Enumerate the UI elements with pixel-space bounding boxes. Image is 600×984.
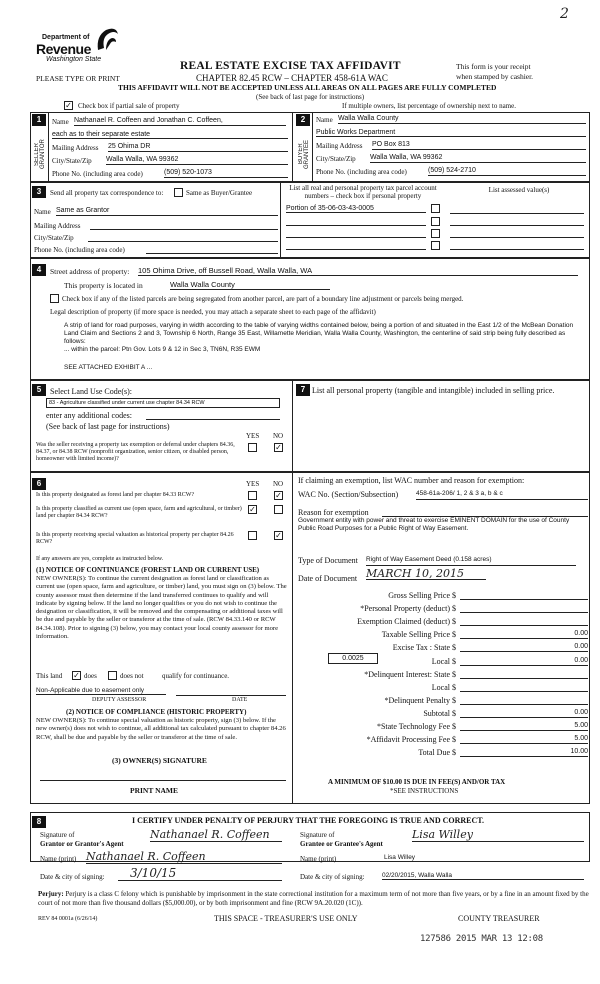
grantee-name-input[interactable]: Lisa Willey xyxy=(346,854,584,862)
fee-label: Taxable Selling Price xyxy=(381,630,450,640)
corr-phone-label: Phone No. (including area code) xyxy=(34,246,125,254)
additional-codes-input[interactable] xyxy=(146,419,280,420)
dollar-sign: $ xyxy=(452,604,456,614)
parcel-input-1[interactable]: Portion of 35-06-03-43-0005 xyxy=(286,205,426,213)
form-warning: THIS AFFIDAVIT WILL NOT BE ACCEPTED UNLESS ALL AREAS ON ALL PAGES ARE FULLY COMPLETED xyxy=(118,83,497,92)
receipt-note-1: This form is your receipt xyxy=(456,62,531,71)
located-county-input[interactable]: Walla Walla County xyxy=(170,280,330,290)
certify-statement: I CERTIFY UNDER PENALTY OF PERJURY THAT THE FOREGOING IS TRUE AND CORRECT. xyxy=(132,816,485,825)
doc-date-row xyxy=(298,567,588,584)
fee-label: Subtotal xyxy=(423,708,450,718)
corr-mailing-label: Mailing Address xyxy=(34,222,81,230)
corr-city-row xyxy=(34,234,278,242)
forest-no-checkbox[interactable]: ✓ xyxy=(275,491,282,500)
fee-label: Total Due xyxy=(418,748,450,758)
buyer-city-label: City/State/Zip xyxy=(316,155,356,163)
form-chapters: CHAPTER 82.45 RCW – CHAPTER 458-61A WAC xyxy=(196,73,388,83)
seller-name-input-2[interactable]: each as to their separate estate xyxy=(52,131,288,139)
exemption-claim-label: If claiming an exemption, list WAC number and reason for exemption: xyxy=(298,476,525,485)
buyer-city-input[interactable]: Walla Walla, WA 99362 xyxy=(370,154,586,163)
corr-mailing-input[interactable] xyxy=(90,229,278,230)
doc-type-label: Type of Document xyxy=(298,556,358,565)
located-label: This property is located in xyxy=(64,281,143,290)
fee-label: *Affidavit Processing Fee xyxy=(366,735,450,745)
dollar-sign: $ xyxy=(452,735,456,745)
corr-name-label: Name xyxy=(34,208,51,216)
treasurer-space-label: THIS SPACE - TREASURER'S USE ONLY xyxy=(214,914,358,923)
parcel-input-2[interactable] xyxy=(286,225,426,226)
fee-value-input[interactable]: 0.00 xyxy=(460,708,588,718)
local-rate-input[interactable]: 0.0025 xyxy=(328,653,378,664)
grantor-name-input[interactable]: Nathanael R. Coffeen xyxy=(86,850,282,864)
grantor-sig-label-2: Grantor or Grantor's Agent xyxy=(40,840,124,848)
fee-label: *Delinquent Interest: State xyxy=(364,669,450,679)
perjury-text: Perjury is a class C felony which is punishable by imprisonment in the state correctional institution for a maximum term of not more than five years, or by a fine in an amount fixed by the court of not more than five thousand dollars ($5,000.00), or by both imprisonment and fine (RCW 9A.20.020 (1C)). xyxy=(38,890,589,907)
fee-value-input[interactable] xyxy=(460,682,588,692)
logo-revenue: Revenue xyxy=(36,41,91,57)
minimum-fee-note: A MINIMUM OF $10.00 IS DUE IN FEE(S) AND/OR TAX xyxy=(328,778,506,786)
fee-value-input[interactable]: 0.00 xyxy=(460,656,588,666)
fee-label: Local xyxy=(431,656,450,666)
seller-phone-label: Phone No. (including area code) xyxy=(52,170,143,178)
sec5-yes-header: YES xyxy=(246,432,260,440)
does-label: does xyxy=(84,672,97,680)
fee-value-input[interactable] xyxy=(460,590,588,600)
grantee-name-label: Name (print) xyxy=(300,855,337,863)
does-not-label: does not xyxy=(120,672,144,680)
doc-date-input[interactable]: MARCH 10, 2015 xyxy=(366,569,486,580)
fee-label: *State Technology Fee xyxy=(376,722,450,731)
partial-sale-label: Check box if partial sale of property xyxy=(78,102,180,110)
parcel-1-personal-checkbox[interactable] xyxy=(431,204,440,213)
dollar-sign: $ xyxy=(452,669,456,679)
partial-sale-checkbox[interactable]: ✓ xyxy=(65,101,72,110)
buyer-mailing-input[interactable]: PO Box 813 xyxy=(372,141,586,150)
section-4-box xyxy=(30,258,590,380)
grantor-name-label: Name (print) xyxy=(40,855,77,863)
buyer-phone-input[interactable]: (509) 524-2710 xyxy=(428,167,586,176)
multiple-owners-note: If multiple owners, list percentage of ownership next to name. xyxy=(342,102,516,110)
reason-input[interactable]: Government entity with power and threat to exercise EMINENT DOMAIN for the use of County Public Road Purposes for a Public Right of Way Easement. xyxy=(298,517,570,532)
notice-compliance-title: (2) NOTICE OF COMPLIANCE (HISTORIC PROPERTY) xyxy=(66,708,247,716)
buyer-name-label: Name xyxy=(316,116,333,124)
grantee-sig-label-2: Grantee or Grantee's Agent xyxy=(300,840,383,848)
land-use-label: Select Land Use Code(s): xyxy=(50,387,132,396)
perjury-label: Perjury: xyxy=(38,890,64,898)
deputy-assessor-input[interactable]: Non-Applicable due to easement only xyxy=(36,687,166,695)
doc-type-row xyxy=(298,556,588,566)
fee-value-input[interactable] xyxy=(460,695,588,705)
seller-phone-row xyxy=(52,170,288,178)
notice-continuance-text: NEW OWNER(S): To continue the current designation as forest land or classification as current use (open space, farm and agriculture, or timber) land, you must sign on (3) below. The county assessor must then determine if the land transferred continues to qualify and will indicate by signing below. If the land no longer qualifies or you do not wish to continue the designation or classification, it will be removed and the compensating or additional taxes will be due and payable by the seller or transferor at the time of sale. (RCW 84.33.140 or RCW 84.34.108). Prior to signing (3) below, you may contact your local county assessor for more information. xyxy=(36,575,287,641)
grantor-signature-input[interactable]: Nathanael R. Coffeen xyxy=(150,828,282,842)
qualify-label: qualify for continuance. xyxy=(162,672,230,680)
grantee-sig-label-1: Signature of xyxy=(300,831,335,839)
form-number: REV 84 0001a (6/26/14) xyxy=(38,916,98,922)
fee-value-input[interactable]: 10.00 xyxy=(460,747,588,757)
send-correspondence-row xyxy=(50,189,253,197)
seller-city-input[interactable]: Walla Walla, WA 99362 xyxy=(106,156,288,165)
buyer-phone-label: Phone No. (including area code) xyxy=(316,168,407,176)
dollar-sign: $ xyxy=(452,748,456,758)
does-checkbox[interactable]: ✓ xyxy=(73,671,80,680)
logo-dept-line: Department of xyxy=(42,34,90,41)
grantor-sig-label-1: Signature of xyxy=(40,831,75,839)
wac-label: WAC No. (Section/Subsection) xyxy=(298,490,399,499)
wac-input[interactable]: 458-61a-206/ 1, 2 & 3 a, b & c xyxy=(416,489,588,500)
form-title: REAL ESTATE EXCISE TAX AFFIDAVIT xyxy=(180,60,401,72)
seller-mailing-row xyxy=(52,144,288,152)
corr-name-row xyxy=(34,208,278,216)
owner-signature-input[interactable] xyxy=(40,780,286,781)
same-as-buyer-label: Same as Buyer/Grantee xyxy=(186,189,253,197)
buyer-name-input[interactable]: Walla Walla County xyxy=(338,115,586,124)
segregated-label: Check box if any of the listed parcels are being segregated from another parcel, are part of a boundary line adjustment or parcels being merged. xyxy=(62,295,464,303)
legal-description-text[interactable]: A strip of land for road purposes, varying in width according to the table of varying widths contained below, being a portion of and situated in the East 1/2 of the McBean Donation Land Claim and Sections 2 and 3, Township 6 North, Range 35 East, Willamette Meridian, Walla Walla County, Washington, the centerline of said strip being fully described as follows: xyxy=(64,322,574,345)
corr-phone-input[interactable] xyxy=(146,253,278,254)
corr-name-input[interactable]: Same as Grantor xyxy=(56,207,278,216)
seller-city-row xyxy=(52,157,288,165)
buyer-phone-row xyxy=(316,168,586,176)
assessor-date-input[interactable] xyxy=(176,695,286,696)
fee-value-input[interactable]: 0.00 xyxy=(460,642,588,652)
fee-label: Local xyxy=(431,682,450,692)
grantor-date-label: Date & city of signing: xyxy=(40,873,105,881)
dollar-sign: $ xyxy=(452,708,456,718)
sec5-no-header: NO xyxy=(273,432,284,440)
assessor-date-label: DATE xyxy=(232,697,248,703)
fee-value-input[interactable]: 5.00 xyxy=(460,721,588,731)
sec6-no-header: NO xyxy=(273,480,284,488)
dollar-sign: $ xyxy=(452,722,456,731)
parcel-input-3[interactable] xyxy=(286,237,426,238)
dollar-sign: $ xyxy=(452,617,456,627)
buyer-city-row xyxy=(316,155,586,163)
send-correspondence-label: Send all property tax correspondence to: xyxy=(50,189,164,197)
historic-no-checkbox[interactable]: ✓ xyxy=(275,531,282,540)
does-not-checkbox[interactable] xyxy=(108,671,117,680)
see-back-note: (See back of last page for instructions) xyxy=(46,422,170,431)
seller-mailing-input[interactable]: 25 Ohima DR xyxy=(108,143,288,152)
historic-question: Is this property receiving special valuation as historical property per chapter 84.26 RCW? xyxy=(36,532,234,545)
buyer-name-row xyxy=(316,116,586,124)
perjury-notice xyxy=(38,890,590,908)
wac-row xyxy=(298,490,588,500)
fee-value-input[interactable] xyxy=(460,616,588,626)
dollar-sign: $ xyxy=(452,643,456,653)
print-name-label: PRINT NAME xyxy=(130,786,178,795)
notice-compliance-text: NEW OWNER(S): To continue special valuation as historic property, sign (3) below. If the new owner(s) does not wish to continue, all additional tax calculated pursuant to chapter 84.26 RCW, shall be due and payable by the seller or transferor at the time of sale. xyxy=(36,717,286,741)
treasurer-stamp: 127586 2015 MAR 13 12:08 xyxy=(420,934,543,944)
buyer-name-input-2[interactable]: Public Works Department xyxy=(316,129,586,137)
please-type: PLEASE TYPE OR PRINT xyxy=(36,74,120,83)
doc-type-input[interactable]: Right of Way Easement Deed (0.158 acres) xyxy=(366,555,576,566)
exemption-yes-checkbox[interactable] xyxy=(248,443,257,452)
dollar-sign: $ xyxy=(452,695,456,705)
exemption-no-checkbox[interactable]: ✓ xyxy=(275,443,282,452)
buyer-mailing-label: Mailing Address xyxy=(316,142,363,150)
see-attached-exhibit: SEE ATTACHED EXHIBIT A ... xyxy=(64,364,153,371)
assessed-input-4[interactable] xyxy=(450,249,584,250)
deputy-assessor-label: DEPUTY ASSESSOR xyxy=(92,697,147,703)
instructions-note: (See back of last page for instructions) xyxy=(256,93,365,101)
grantor-date-input[interactable]: 3/10/15 xyxy=(118,866,282,881)
parcel-2-personal-checkbox[interactable] xyxy=(431,217,440,226)
legal-description-label: Legal description of property (if more space is needed, you may attach a separate sheet to each page of the affidavit) xyxy=(50,308,376,316)
dollar-sign: $ xyxy=(452,630,456,640)
this-land-label: This land xyxy=(36,672,63,680)
legal-description-text-2[interactable]: ... within the parcel: Ptn Gov. Lots 9 & 12 in Sec 3, TN6N, R35 EWM xyxy=(64,346,261,353)
section-6-badge: 6 xyxy=(32,478,46,490)
reason-label: Reason for exemption xyxy=(298,508,369,517)
street-address-row xyxy=(50,267,586,276)
dor-swirl-icon xyxy=(94,26,120,54)
land-use-select[interactable]: 83 - Agriculture classified under current use chapter 84.34 RCW xyxy=(46,398,280,408)
section-3-badge: 3 xyxy=(32,186,46,198)
assessed-input-2[interactable] xyxy=(450,225,584,226)
seller-name-row xyxy=(52,118,288,126)
buyer-grantee-label: BUYER GRANTEE xyxy=(298,139,310,169)
sec6-yes-header: YES xyxy=(246,480,260,488)
street-address-label: Street address of property: xyxy=(50,267,130,276)
notice-continuance-title: (1) NOTICE OF CONTINUANCE (FOREST LAND OR CURRENT USE) xyxy=(36,566,260,574)
fee-label: Excise Tax : State xyxy=(392,643,450,653)
assessed-header: List assessed value(s) xyxy=(488,186,550,194)
corr-phone-row xyxy=(34,246,278,254)
assessed-input-3[interactable] xyxy=(450,237,584,238)
dollar-sign: $ xyxy=(452,682,456,692)
owner-signature-label: (3) OWNER(S) SIGNATURE xyxy=(112,756,207,765)
grantee-date-label: Date & city of signing: xyxy=(300,873,365,881)
current-use-question: Is this property classified as current use (open space, farm and agricultural, or timber) land per chapter 84.34 RCW? xyxy=(36,506,242,519)
seller-phone-input[interactable]: (509) 520-1073 xyxy=(164,169,288,178)
current-use-no-checkbox[interactable] xyxy=(274,505,283,514)
seller-name-label: Name xyxy=(52,118,69,126)
section-4-badge: 4 xyxy=(32,264,46,276)
fee-value-input[interactable]: 5.00 xyxy=(460,734,588,744)
located-row xyxy=(64,281,584,290)
parcel-header: List all real and personal property tax parcel account numbers – check box if personal property xyxy=(289,184,437,200)
seller-city-label: City/State/Zip xyxy=(52,157,92,165)
grantee-signature-input[interactable]: Lisa Willey xyxy=(412,828,584,842)
seller-name-input[interactable]: Nathanael R. Coffeen and Jonathan C. Coffeen, xyxy=(74,117,286,126)
see-instructions-note: *SEE INSTRUCTIONS xyxy=(390,787,459,795)
doc-date-label: Date of Document xyxy=(298,574,358,583)
street-address-input[interactable]: 105 Ohima Drive, off Bussell Road, Walla Walla, WA xyxy=(138,266,578,276)
section-7-badge: 7 xyxy=(296,384,310,396)
corr-city-label: City/State/Zip xyxy=(34,234,74,242)
seller-grantor-label: SELLER GRANTOR xyxy=(34,139,46,169)
parcel-input-4[interactable] xyxy=(286,249,426,250)
seller-mailing-label: Mailing Address xyxy=(52,144,99,152)
forest-land-question: Is this property designated as forest land per chapter 84.33 RCW? xyxy=(36,492,195,498)
corr-city-input[interactable] xyxy=(88,241,278,242)
additional-codes-label: enter any additional codes: xyxy=(46,411,132,420)
segregated-checkbox[interactable] xyxy=(50,294,59,303)
section-5-badge: 5 xyxy=(32,384,46,396)
dollar-sign: $ xyxy=(452,591,456,600)
section-8-badge: 8 xyxy=(32,816,46,828)
dollar-sign: $ xyxy=(452,656,456,666)
corr-mailing-row xyxy=(34,222,278,230)
personal-property-label: List all personal property (tangible and intangible) included in selling price. xyxy=(312,386,555,395)
section-1-badge: 1 xyxy=(32,114,46,126)
parcel-3-personal-checkbox[interactable] xyxy=(431,229,440,238)
dor-logo xyxy=(36,28,126,70)
same-as-buyer-checkbox[interactable] xyxy=(174,188,183,197)
exemption-question: Was the seller receiving a property tax exemption or deferral under chapters 84.36, 84.37, or 84.38 RCW (nonprofit organization, senior citizen, or disabled person, homeowner with limited income)? xyxy=(36,442,235,462)
current-use-yes-checkbox[interactable]: ✓ xyxy=(249,505,256,514)
additional-codes-row xyxy=(46,411,280,421)
historic-yes-checkbox[interactable] xyxy=(248,531,257,540)
assessed-input-1[interactable] xyxy=(450,213,584,214)
if-yes-note: If any answers are yes, complete as instructed below. xyxy=(36,556,164,562)
page-number-mark: 2 xyxy=(560,6,569,22)
fee-label: Gross Selling Price xyxy=(388,591,450,600)
receipt-note-2: when stamped by cashier. xyxy=(456,72,534,81)
fee-value-input[interactable] xyxy=(460,669,588,679)
buyer-mailing-row xyxy=(316,142,586,150)
fee-label: Exemption Claimed (deduct) xyxy=(357,617,450,627)
fee-label: *Delinquent Penalty xyxy=(384,695,450,705)
fee-value-input[interactable] xyxy=(460,603,588,613)
logo-state: Washington State xyxy=(46,56,102,63)
grantee-date-input[interactable]: 02/20/2015, Walla Walla xyxy=(382,872,584,880)
parcel-4-personal-checkbox[interactable] xyxy=(431,241,440,250)
fee-value-input[interactable]: 0.00 xyxy=(460,629,588,639)
land-qualify-row xyxy=(36,672,288,680)
fee-label: *Personal Property (deduct) xyxy=(360,604,450,614)
forest-yes-checkbox[interactable] xyxy=(248,491,257,500)
section-2-badge: 2 xyxy=(296,114,310,126)
county-treasurer-label: COUNTY TREASURER xyxy=(458,914,540,923)
